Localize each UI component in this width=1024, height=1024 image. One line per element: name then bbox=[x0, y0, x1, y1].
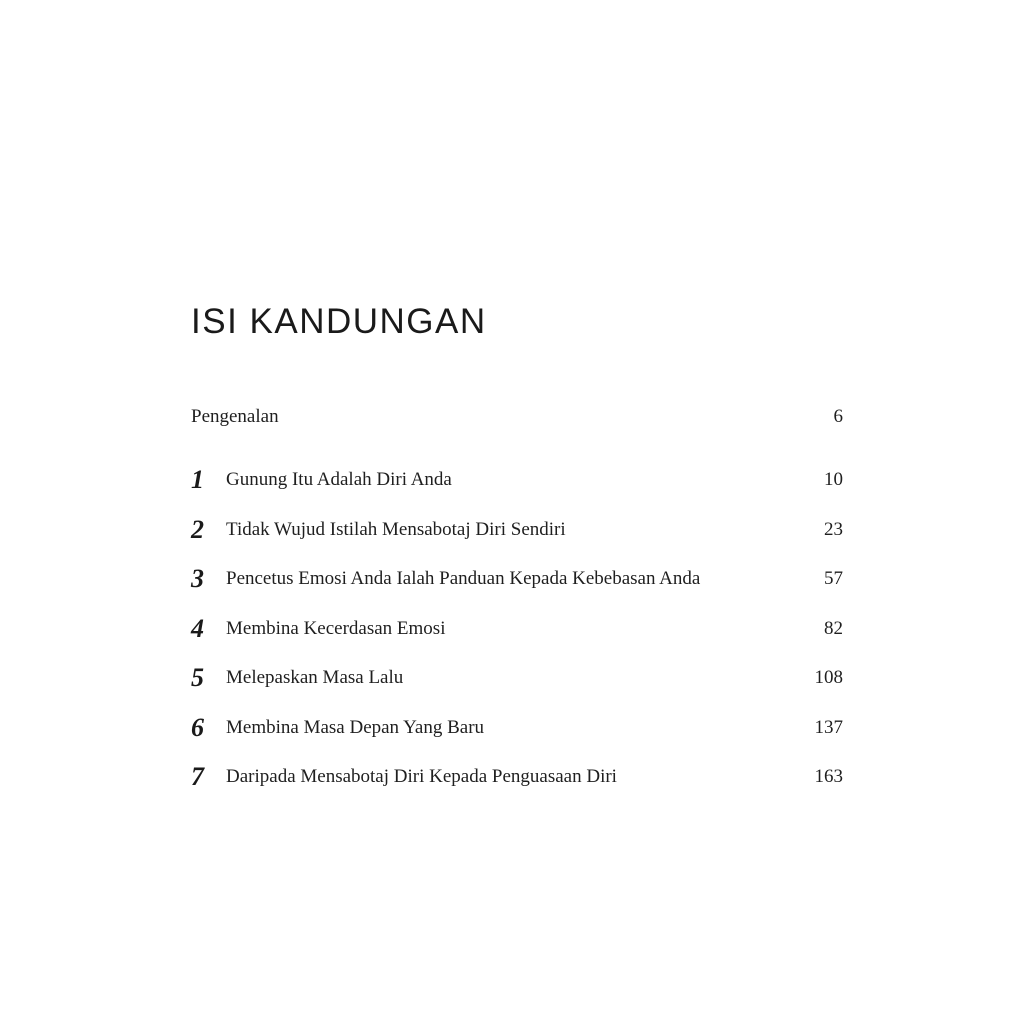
chapter-number: 7 bbox=[191, 762, 204, 791]
chapter-title: Daripada Mensabotaj Diri Kepada Penguasaan Diri bbox=[226, 766, 617, 787]
chapter-number: 2 bbox=[191, 514, 204, 544]
toc-entry-introduction bbox=[191, 402, 843, 432]
chapter-number: 1 bbox=[191, 465, 204, 494]
chapter-number: 5 bbox=[191, 663, 204, 692]
chapter-title: Membina Masa Depan Yang Baru bbox=[226, 716, 485, 738]
toc-entry-chapter-2 bbox=[191, 515, 843, 545]
chapter-title: Melepaskan Masa Lalu bbox=[226, 667, 404, 688]
chapter-page-number: 82 bbox=[824, 617, 843, 639]
toc-entry-chapter-3 bbox=[191, 564, 843, 594]
chapter-title: Gunung Itu Adalah Diri Anda bbox=[226, 469, 452, 490]
toc-entry-title: Pengenalan bbox=[191, 406, 279, 427]
toc-entry-page-number: 6 bbox=[833, 406, 843, 427]
table-of-contents bbox=[191, 402, 843, 812]
chapter-title: Membina Kecerdasan Emosi bbox=[226, 617, 446, 639]
chapter-number: 3 bbox=[191, 564, 204, 593]
chapter-page-number: 108 bbox=[814, 667, 843, 688]
toc-entry-chapter-4 bbox=[191, 614, 843, 644]
chapter-title: Tidak Wujud Istilah Mensabotaj Diri Sendiri bbox=[226, 518, 566, 540]
toc-entry-chapter-7 bbox=[191, 762, 843, 792]
chapter-number: 6 bbox=[191, 712, 204, 742]
chapter-number: 4 bbox=[191, 613, 204, 643]
chapter-title: Pencetus Emosi Anda Ialah Panduan Kepada Kebebasan Anda bbox=[226, 568, 701, 589]
chapter-page-number: 163 bbox=[814, 766, 843, 787]
chapter-page-number: 137 bbox=[814, 716, 843, 738]
toc-entry-chapter-6 bbox=[191, 713, 843, 743]
page-title: ISI KANDUNGAN bbox=[191, 302, 487, 341]
chapter-page-number: 10 bbox=[824, 469, 843, 490]
chapter-page-number: 57 bbox=[824, 568, 843, 589]
toc-entry-chapter-1 bbox=[191, 465, 843, 495]
chapter-page-number: 23 bbox=[824, 518, 843, 540]
toc-entry-chapter-5 bbox=[191, 663, 843, 693]
